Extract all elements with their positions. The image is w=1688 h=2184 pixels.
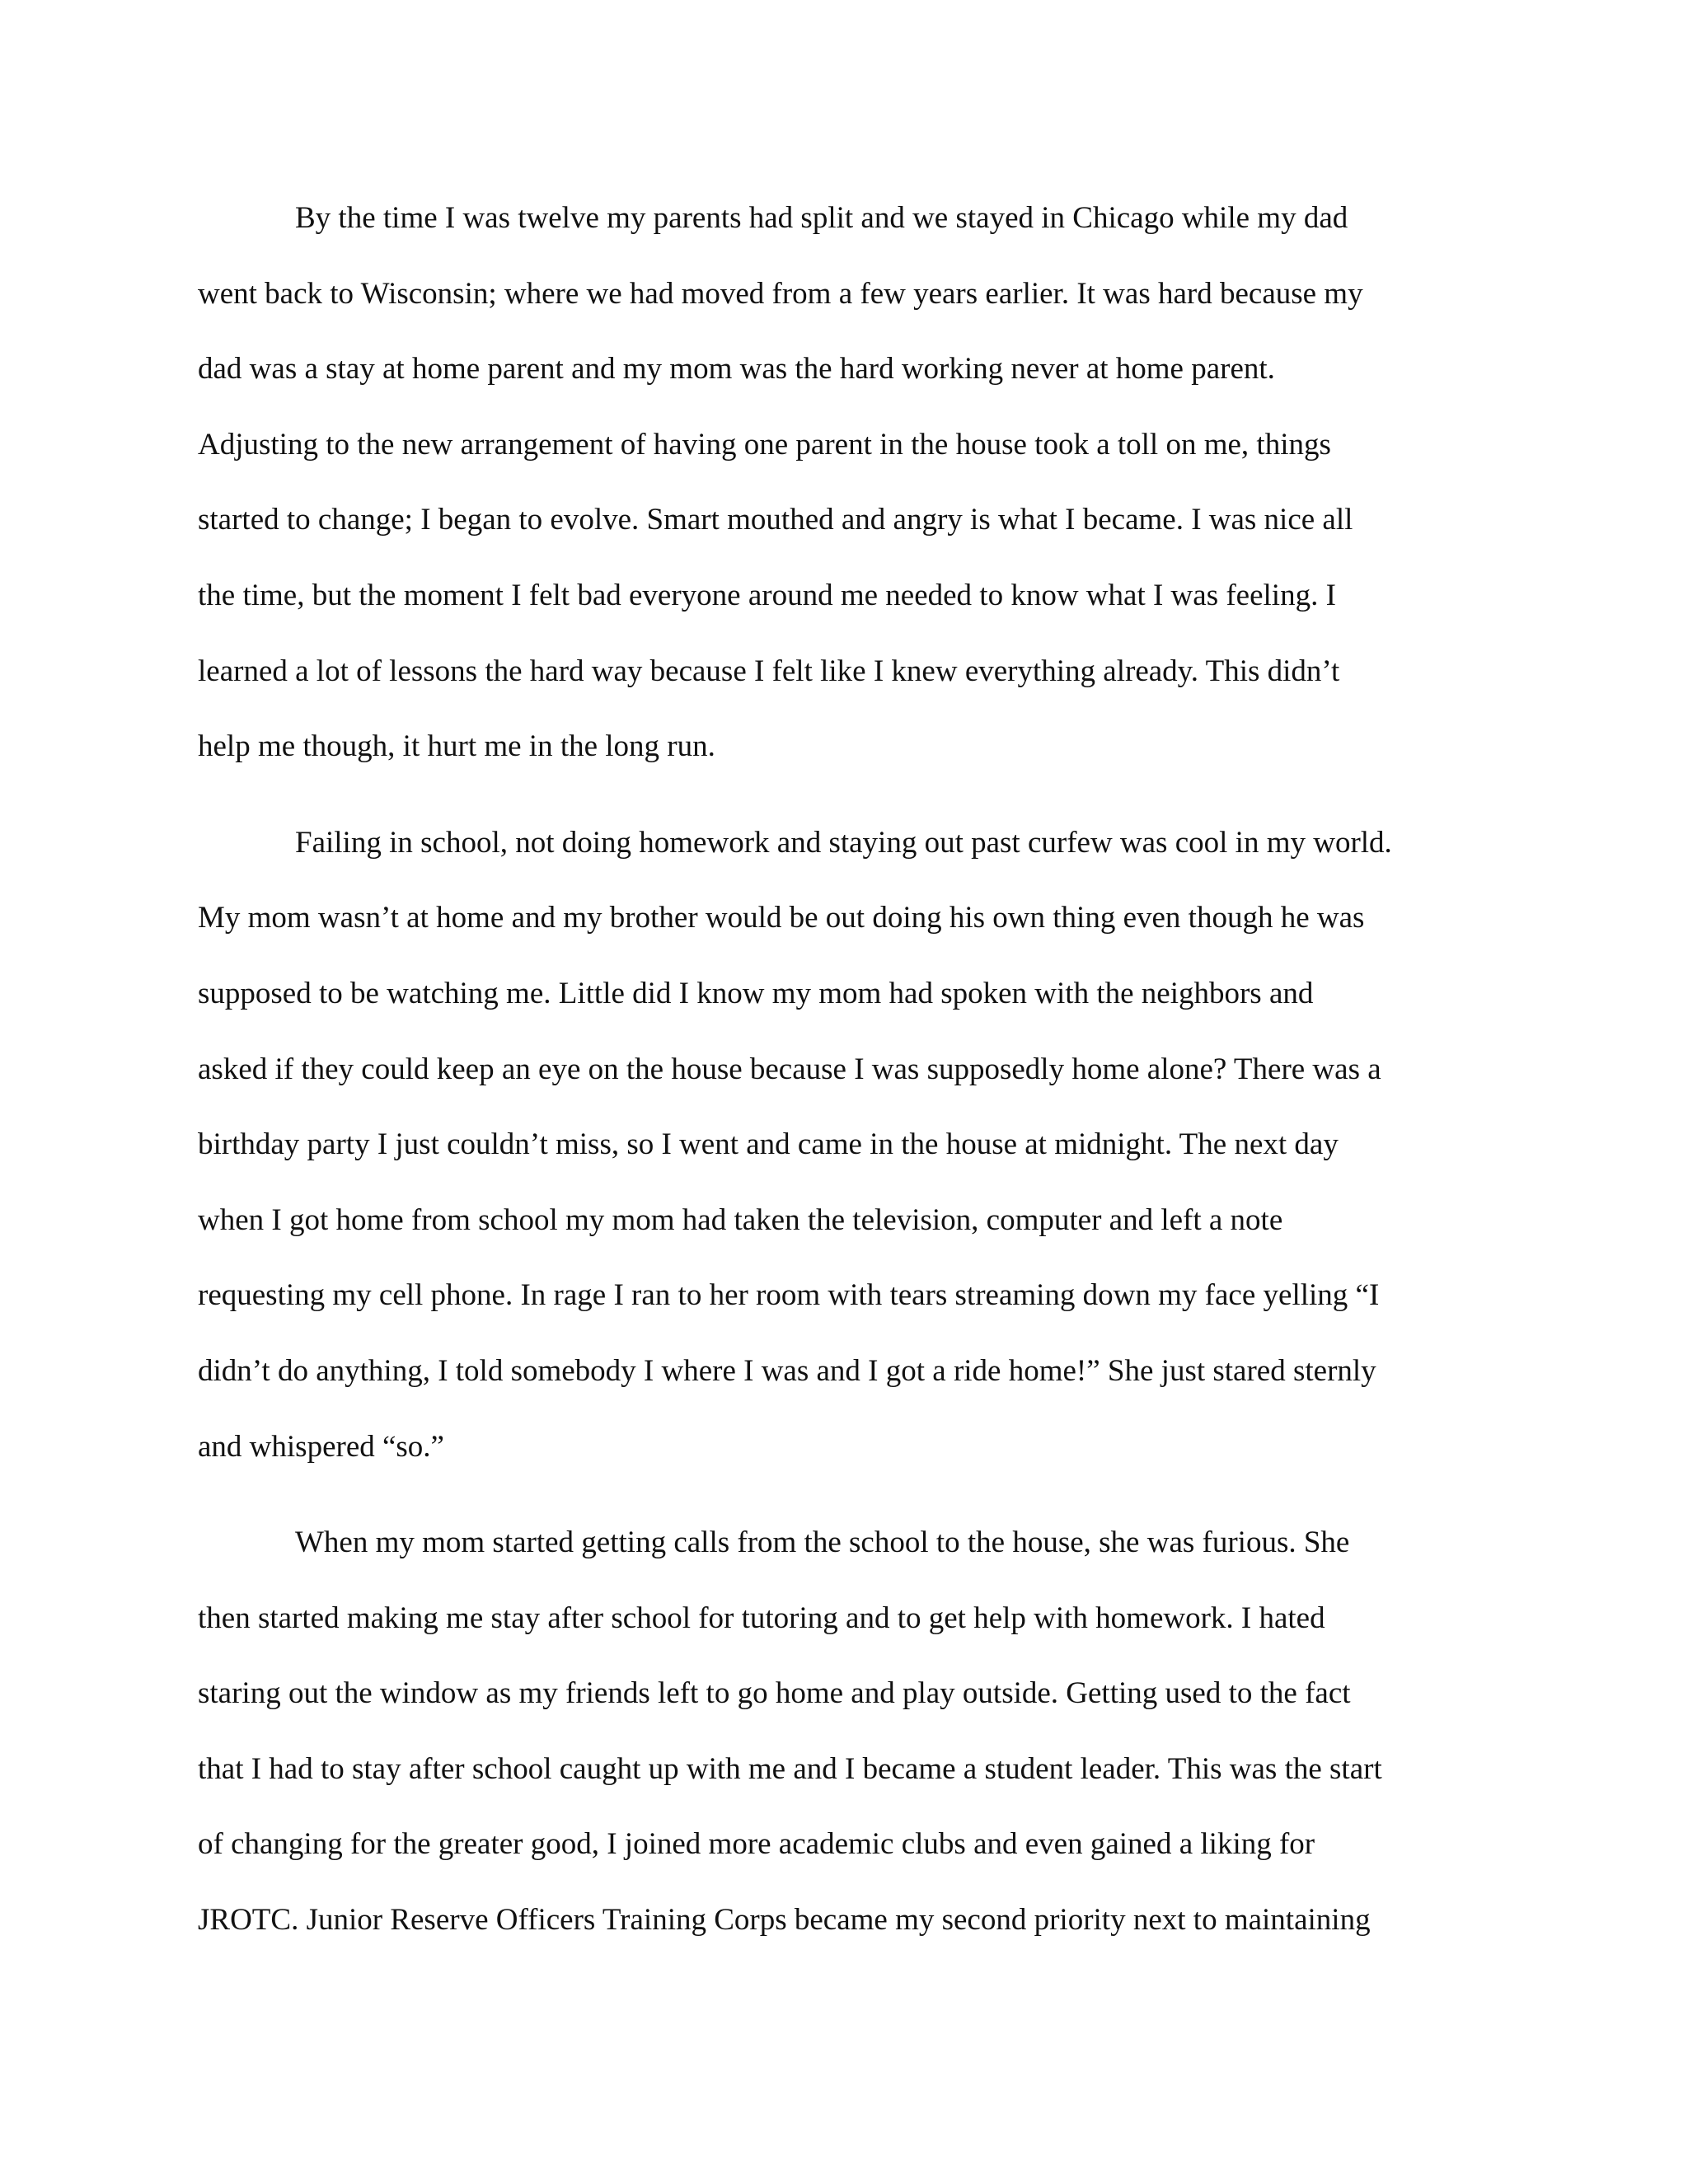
text-line: When my mom started getting calls from the school to the house, she was furious. She <box>295 1526 1350 1560</box>
text-line: and whispered “so.” <box>198 1429 444 1464</box>
text-line: of changing for the greater good, I joined more academic clubs and even gained a liking for <box>198 1827 1315 1862</box>
paragraph-1 <box>198 190 1500 794</box>
paragraph-2 <box>198 815 1500 1494</box>
text-line: birthday party I just couldn’t miss, so I went and came in the house at midnight. The next day <box>198 1127 1339 1162</box>
text-line: asked if they could keep an eye on the house because I was supposedly home alone? There was a <box>198 1052 1381 1086</box>
text-line: went back to Wisconsin; where we had moved from a few years earlier. It was hard because my <box>198 276 1363 311</box>
essay-body <box>198 190 1500 1989</box>
text-line: started to change; I began to evolve. Smart mouthed and angry is what I became. I was nice all <box>198 503 1353 537</box>
text-line: JROTC. Junior Reserve Officers Training Corps became my second priority next to maintaining <box>198 1903 1371 1938</box>
text-line: dad was a stay at home parent and my mom was the hard working never at home parent. <box>198 352 1275 387</box>
text-line: requesting my cell phone. In rage I ran to her room with tears streaming down my face yelling “I <box>198 1278 1380 1313</box>
text-line: then started making me stay after school for tutoring and to get help with homework. I hated <box>198 1601 1325 1635</box>
text-line: learned a lot of lessons the hard way because I felt like I knew everything already. This didn’t <box>198 654 1340 688</box>
text-line: By the time I was twelve my parents had split and we stayed in Chicago while my dad <box>295 201 1348 235</box>
paragraph-3 <box>198 1515 1500 1968</box>
text-line: help me though, it hurt me in the long run. <box>198 729 715 764</box>
text-line: Failing in school, not doing homework and staying out past curfew was cool in my world. <box>295 825 1392 860</box>
text-line: staring out the window as my friends left to go home and play outside. Getting used to the fact <box>198 1676 1351 1711</box>
text-line: the time, but the moment I felt bad everyone around me needed to know what I was feeling. I <box>198 578 1336 612</box>
text-line: Adjusting to the new arrangement of having one parent in the house took a toll on me, things <box>198 427 1331 462</box>
text-line: supposed to be watching me. Little did I know my mom had spoken with the neighbors and <box>198 976 1314 1010</box>
text-line: when I got home from school my mom had taken the television, computer and left a note <box>198 1202 1283 1237</box>
text-line: that I had to stay after school caught up with me and I became a student leader. This was the start <box>198 1751 1382 1786</box>
text-line: didn’t do anything, I told somebody I where I was and I got a ride home!” She just stared sternly <box>198 1353 1376 1388</box>
text-line: My mom wasn’t at home and my brother would be out doing his own thing even though he was <box>198 901 1365 935</box>
